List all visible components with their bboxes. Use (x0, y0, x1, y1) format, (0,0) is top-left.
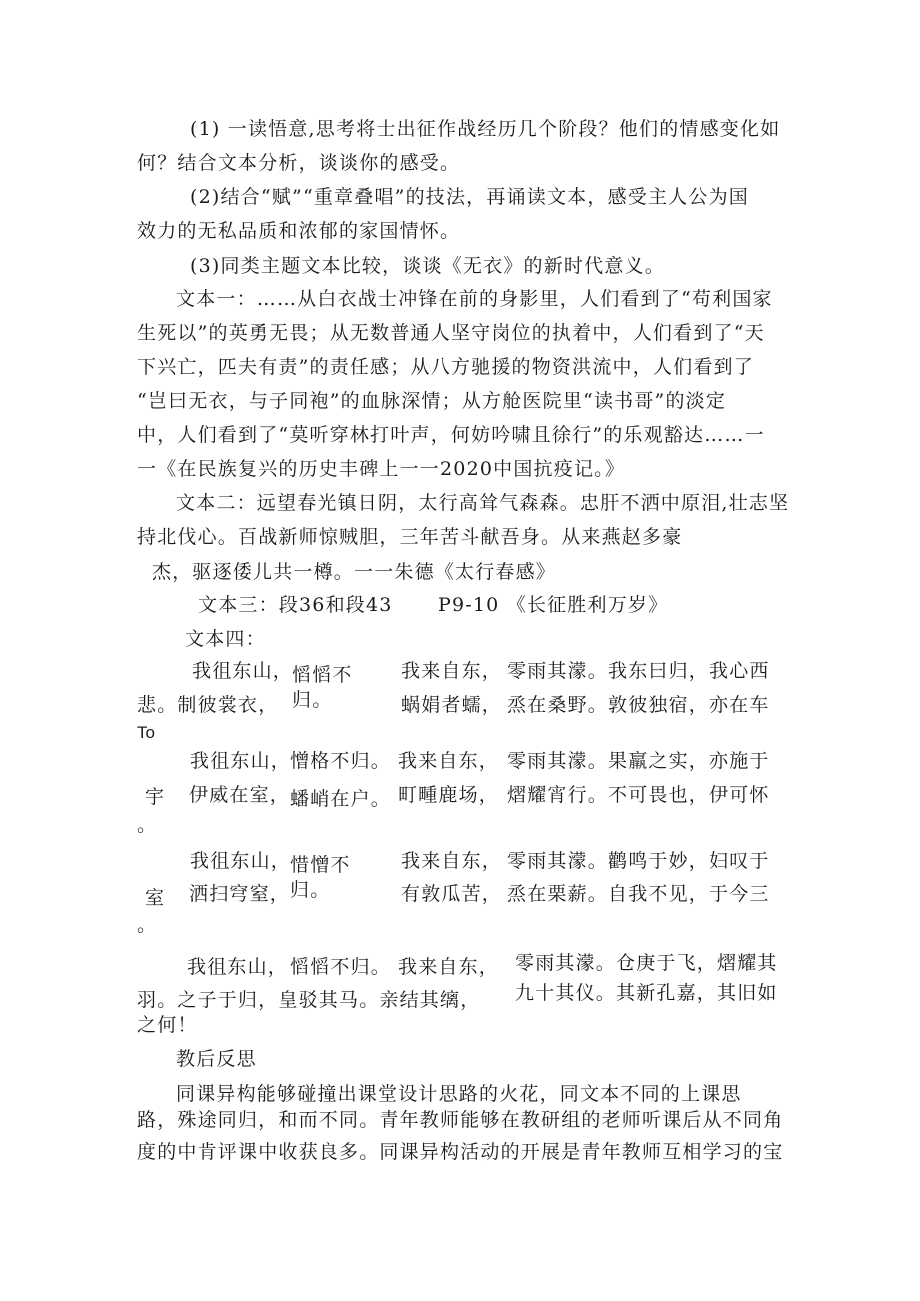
stanza3-phrase-i: 。 (137, 914, 158, 936)
stanza2-phrase-j: 。 (137, 814, 158, 836)
stanza3-phrase-a: 我徂东山， (190, 850, 292, 872)
stanza4-phrase-f: 九十其仪。其新孔嘉，其旧如 (515, 982, 778, 1004)
stanza3-phrase-e: 室 (145, 887, 166, 909)
stanza1-phrase-g: 烝在桑野。敦彼独宿，亦在车 (507, 694, 770, 716)
stanza4-phrase-a: 我徂东山， (187, 956, 289, 978)
text3-label: 文本三：段36和段43 (198, 594, 393, 616)
text2-line-1: 文本二：远望春光镇日阴，太行高耸气森森。忠肝不洒中原泪,壮志坚 (176, 492, 790, 514)
stanza4-phrase-d: 零雨其濛。仓庚于飞，熠耀其 (515, 952, 778, 974)
stanza4-phrase-c: 我来自东， (398, 956, 500, 978)
text2-line-3: 杰，驱逐倭儿共一樽。一一朱德《太行春感》 (152, 561, 557, 583)
text1-line-5: 中，人们看到了“莫听穿林打叶声，何妨吟啸且徐行”的乐观豁达……一 (137, 424, 765, 446)
question-1-line-1: (1) 一读悟意,思考将士出征作战经历几个阶段？他们的情感变化如 (190, 118, 781, 140)
text4-label: 文本四： (185, 628, 266, 650)
stanza2-phrase-e: 宇 (145, 786, 166, 808)
stanza2-phrase-c: 我来自东， (398, 750, 500, 772)
stanza1-phrase-h: To (137, 723, 155, 742)
stanza2-phrase-d: 零雨其濛。果羸之实，亦施于 (507, 750, 770, 772)
stanza2-phrase-a: 我徂东山， (190, 750, 292, 772)
stanza3-phrase-f: 洒扫穹窒， (189, 883, 291, 905)
text2-line-2: 持北伐心。百战新师惊贼胆，三年苦斗献吾身。从来燕赵多豪 (137, 526, 683, 548)
stanza2-phrase-g: 蟠峭在户。 (290, 788, 392, 810)
text1-line-4: “岂曰无衣，与子同袍”的血脉深情；从方舱医院里“读书哥”的淡定 (137, 390, 727, 412)
stanza4-phrase-e: 羽。之子于归，皇驳其马。亲结其缡， (137, 989, 481, 1011)
stanza3-phrase-d: 零雨其濛。鹳鸣于妙，妇叹于 (507, 850, 770, 872)
stanza2-phrase-i: 熠耀宵行。不可畏也，伊可怀 (507, 784, 770, 806)
stanza1-phrase-c: 我来自东， (401, 660, 503, 682)
stanza1-phrase-d: 零雨其濛。我东曰归，我心西 (507, 660, 770, 682)
question-2-line-1: (2)结合“赋”“重章叠唱”的技法，再诵读文本，感受主人公为国 (190, 186, 749, 208)
stanza3-phrase-b1: 惜憎不 (290, 854, 351, 876)
reflection-line-3: 度的中肯评课中收获良多。同课异构活动的开展是青年教师互相学习的宝 (137, 1141, 784, 1163)
stanza2-phrase-h: 町畽鹿场， (398, 784, 500, 806)
stanza3-phrase-c: 我来自东， (401, 850, 503, 872)
reflection-heading: 教后反思 (176, 1048, 257, 1070)
reflection-line-2: 路，殊途同归，和而不同。青年教师能够在教研组的老师听课后从不同角 (137, 1109, 784, 1131)
question-3: (3)同类主题文本比较，谈谈《无衣》的新时代意义。 (190, 255, 665, 277)
reflection-line-1: 同课异构能够碰撞出课堂设计思路的火花，同文本不同的上课思 (176, 1083, 742, 1105)
stanza2-phrase-b: 憎格不归。 (290, 750, 392, 772)
stanza3-phrase-h: 烝在栗薪。自我不见，于今三 (507, 883, 770, 905)
stanza1-phrase-a: 我徂东山， (192, 660, 294, 682)
question-2-line-2: 效力的无私品质和浓郁的家国情怀。 (137, 220, 461, 242)
stanza1-phrase-b1: 慆慆不 (292, 664, 353, 686)
stanza1-phrase-f: 蜗娟者蠕， (401, 694, 503, 716)
text1-line-3: 下兴亡，匹夫有责”的责任感；从八方驰援的物资洪流中，人们看到了 (137, 356, 754, 378)
stanza4-phrase-b: 慆慆不归。 (290, 956, 392, 978)
stanza2-phrase-f: 伊威在室， (189, 784, 291, 806)
text1-line-2: 生死以”的英勇无畏；从无数普通人坚守岗位的执着中，人们看到了“天 (137, 322, 765, 344)
stanza3-phrase-b2: 归。 (290, 879, 331, 901)
stanza1-phrase-e: 悲。制彼裳衣， (137, 694, 279, 716)
stanza3-phrase-g: 有敦瓜苦， (401, 883, 503, 905)
text1-line-1: 文本一：……从白衣战士冲锋在前的身影里，人们看到了“苟利国家 (176, 288, 773, 310)
text3-reference: P9-10 《长征胜利万岁》 (438, 594, 669, 616)
text1-line-6: 一《在民族复兴的历史丰碑上一一2020中国抗疫记。》 (137, 458, 626, 480)
stanza4-phrase-g: 之何！ (137, 1014, 198, 1036)
stanza1-phrase-b2: 归。 (292, 689, 333, 711)
question-1-line-2: 何？结合文本分析，谈谈你的感受。 (137, 152, 461, 174)
